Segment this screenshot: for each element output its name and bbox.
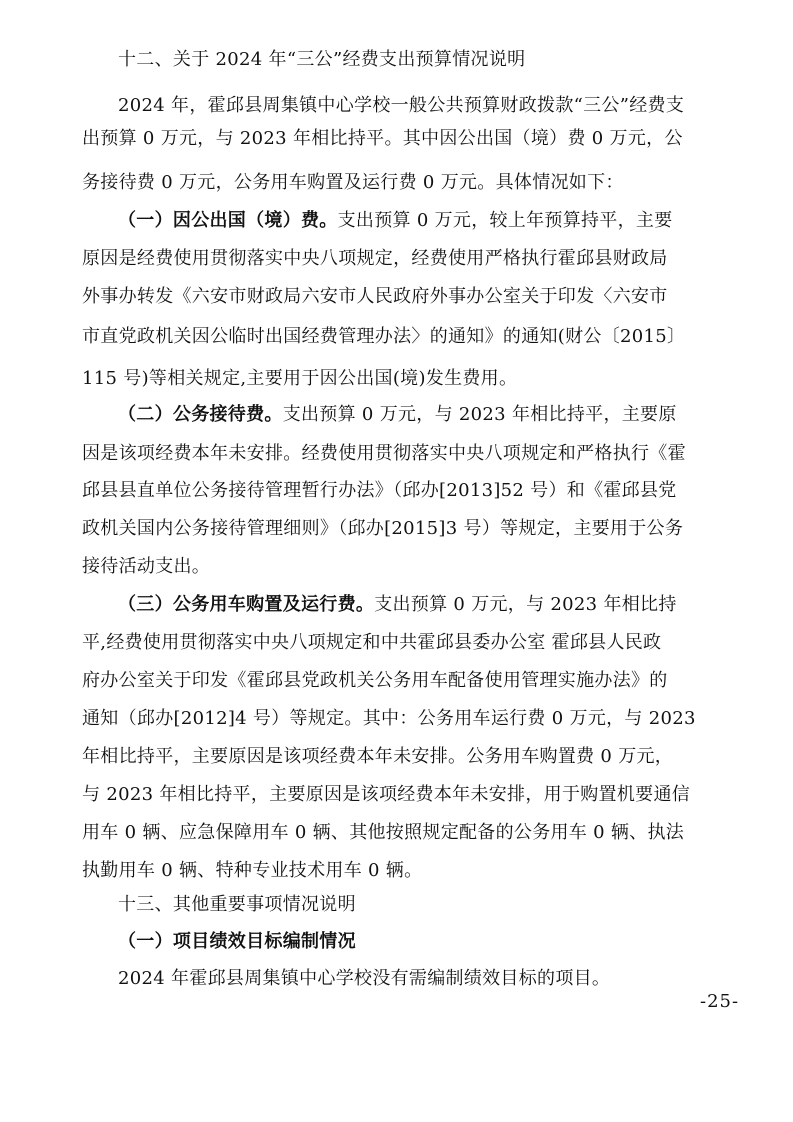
item-3-line-2: 平,经费使用贯彻落实中央八项规定和中共霍邱县委办公室 霍邱县人民政 (82, 632, 662, 653)
item-2-first-line (118, 403, 742, 427)
item-3-first-line (118, 593, 742, 617)
section-12-heading-text: 十二、关于 2024 年“三公”经费支出预算情况说明 (118, 49, 526, 70)
item-3-line-8: 执勤用车 0 辆、特种专业技术用车 0 辆。 (82, 860, 423, 881)
item-2-line-2: 因是该项经费本年未安排。经费使用贯彻落实中央八项规定和严格执行《霍 (82, 443, 686, 464)
section-12-heading (118, 48, 742, 72)
item-3-line-1: 支出预算 0 万元，与 2023 年相比持 (374, 594, 677, 615)
item-3-title: （三）公务用车购置及运行费。 (118, 594, 375, 615)
item-2-line-4: 政机关国内公务接待管理细则》（邱办[2015]3 号）等规定，主要用于公务 (82, 518, 684, 539)
intro-line-1: 2024 年，霍邱县周集镇中心学校一般公共预算财政拨款“三公”经费支 (118, 95, 685, 116)
item-2-line-1: 支出预算 0 万元，与 2023 年相比持平，主要原 (282, 404, 677, 425)
section-13-heading: 十三、其他重要事项情况说明 (118, 894, 356, 915)
item-1-line-3: 外事办转发《六安市财政局六安市人民政府外事办公室关于印发〈六安市 (82, 286, 668, 307)
item-3-line-3: 府办公室关于印发《霍邱县党政机关公务用车配备使用管理实施办法》的 (82, 670, 668, 691)
page-number: -25- (700, 991, 740, 1012)
item-3-line-5: 年相比持平，主要原因是该项经费本年未安排。公务用车购置费 0 万元， (82, 746, 674, 767)
item-3-line-7: 用车 0 辆、应急保障用车 0 辆、其他按照规定配备的公务用车 0 辆、执法 (82, 822, 685, 843)
item-2-line-5: 接待活动支出。 (82, 556, 211, 577)
item-1-first-line (118, 209, 742, 233)
item-3-line-6: 与 2023 年相比持平，主要原因是该项经费本年未安排，用于购置机要通信 (82, 784, 691, 805)
item-2-title: （二）公务接待费。 (118, 404, 283, 425)
item-3-line-4: 通知（邱办[2012]4 号）等规定。其中：公务用车运行费 0 万元，与 2023 (82, 708, 696, 729)
item-2-line-3: 邱县县直单位公务接待管理暂行办法》（邱办[2013]52 号）和《霍邱县党 (82, 480, 677, 501)
item-1-line-4: 市直党政机关因公临时出国经费管理办法〉的通知》的通知(财公〔2015〕 (82, 326, 686, 347)
section-13-text: 2024 年霍邱县周集镇中心学校没有需编制绩效目标的项目。 (118, 968, 611, 989)
intro-line-2: 出预算 0 万元，与 2023 年相比持平。其中因公出国（境）费 0 万元，公 (82, 128, 683, 149)
item-1-line-5: 115 号)等相关规定,主要用于因公出国(境)发生费用。 (82, 368, 518, 389)
intro-line-3: 务接待费 0 万元，公务用车购置及运行费 0 万元。具体情况如下： (82, 172, 624, 193)
section-13-subheading: （一）项目绩效目标编制情况 (118, 931, 356, 952)
item-1-line-1: 支出预算 0 万元，较上年预算持平，主要 (337, 210, 673, 231)
item-1-title: （一）因公出国（境）费。 (118, 210, 338, 231)
item-1-line-2: 原因是经费使用贯彻落实中央八项规定，经费使用严格执行霍邱县财政局 (82, 248, 668, 269)
